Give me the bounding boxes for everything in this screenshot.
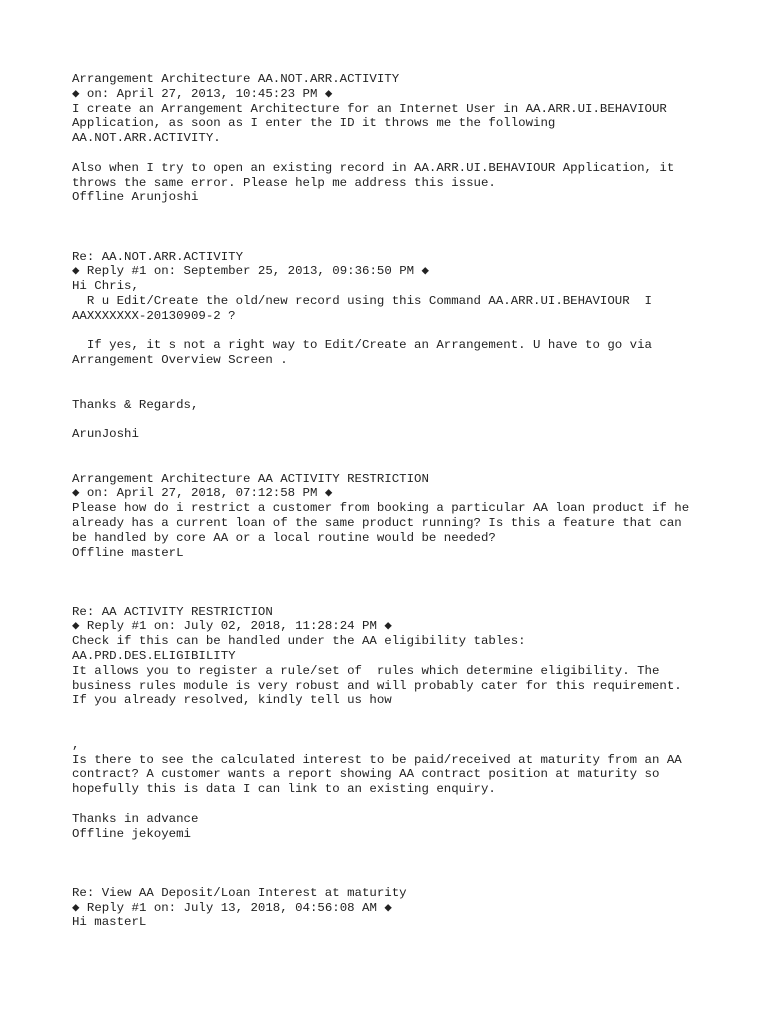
document-page (72, 72, 722, 930)
document-line: business rules module is very robust and will probably cater for this requirement. (72, 678, 682, 693)
document-line (72, 841, 722, 856)
document-line: Offline jekoyemi (72, 826, 191, 841)
document-line (72, 457, 722, 472)
document-line (72, 560, 722, 575)
document-line: , (72, 737, 80, 752)
document-line: contract? A customer wants a report showing AA contract position at maturity so (72, 767, 660, 782)
document-line: Arrangement Architecture AA ACTIVITY RESTRICTION (72, 471, 429, 486)
document-line: ArunJoshi (72, 427, 139, 442)
document-line (72, 146, 722, 161)
document-line (72, 368, 722, 383)
document-line: Hi masterL (72, 915, 147, 930)
document-line: AA.PRD.DES.ELIGIBILITY (72, 649, 236, 664)
document-line: Hi Chris, (72, 279, 139, 294)
document-line: Is there to see the calculated interest to be paid/received at maturity from an AA (72, 752, 682, 767)
document-line (72, 723, 722, 738)
document-line: AAXXXXXXX-20130909-2 ? (72, 308, 236, 323)
document-line: Arrangement Overview Screen . (72, 353, 288, 368)
document-line: Re: AA.NOT.ARR.ACTIVITY (72, 249, 244, 264)
document-line: Thanks & Regards, (72, 397, 199, 412)
document-line (72, 235, 722, 250)
document-line: It allows you to register a rule/set of rules which determine eligibility. The (72, 663, 660, 678)
document-line: Please how do i restrict a customer from booking a particular AA loan product if he (72, 501, 690, 516)
document-line (72, 412, 722, 427)
document-line (72, 220, 722, 235)
document-line: R u Edit/Create the old/new record using this Command AA.ARR.UI.BEHAVIOUR I (72, 293, 652, 308)
document-line: If you already resolved, kindly tell us how (72, 693, 392, 708)
document-line: throws the same error. Please help me address this issue. (72, 175, 496, 190)
document-line (72, 205, 722, 220)
document-line: AA.NOT.ARR.ACTIVITY. (72, 131, 221, 146)
document-line: Re: AA ACTIVITY RESTRICTION (72, 604, 273, 619)
document-line: be handled by core AA or a local routine would be needed? (72, 530, 496, 545)
document-line (72, 856, 722, 871)
document-line (72, 575, 722, 590)
document-line: ◆ Reply #1 on: July 13, 2018, 04:56:08 AM ◆ (72, 900, 392, 915)
document-line (72, 871, 722, 886)
document-line (72, 590, 722, 605)
document-line: Also when I try to open an existing record in AA.ARR.UI.BEHAVIOUR Application, it (72, 160, 675, 175)
document-line: ◆ on: April 27, 2013, 10:45:23 PM ◆ (72, 86, 333, 101)
document-line: ◆ Reply #1 on: July 02, 2018, 11:28:24 PM ◆ (72, 619, 392, 634)
document-line: Re: View AA Deposit/Loan Interest at maturity (72, 885, 407, 900)
document-line: Thanks in advance (72, 811, 199, 826)
document-line: Check if this can be handled under the AA eligibility tables: (72, 634, 526, 649)
document-line: Arrangement Architecture AA.NOT.ARR.ACTIVITY (72, 72, 400, 86)
document-line: If yes, it s not a right way to Edit/Create an Arrangement. U have to go via (72, 338, 652, 353)
document-line: ◆ Reply #1 on: September 25, 2013, 09:36:50 PM ◆ (72, 264, 429, 279)
document-line: Application, as soon as I enter the ID it throws me the following (72, 116, 556, 131)
document-line (72, 797, 722, 812)
document-line (72, 383, 722, 398)
document-line: hopefully this is data I can link to an existing enquiry. (72, 782, 496, 797)
document-line (72, 324, 722, 339)
document-line: ◆ on: April 27, 2018, 07:12:58 PM ◆ (72, 486, 333, 501)
document-line (72, 442, 722, 457)
document-line: I create an Arrangement Architecture for an Internet User in AA.ARR.UI.BEHAVIOUR (72, 101, 667, 116)
document-line: Offline masterL (72, 545, 184, 560)
document-line: already has a current loan of the same product running? Is this a feature that can (72, 515, 682, 530)
document-line: Offline Arunjoshi (72, 190, 199, 205)
document-line (72, 708, 722, 723)
